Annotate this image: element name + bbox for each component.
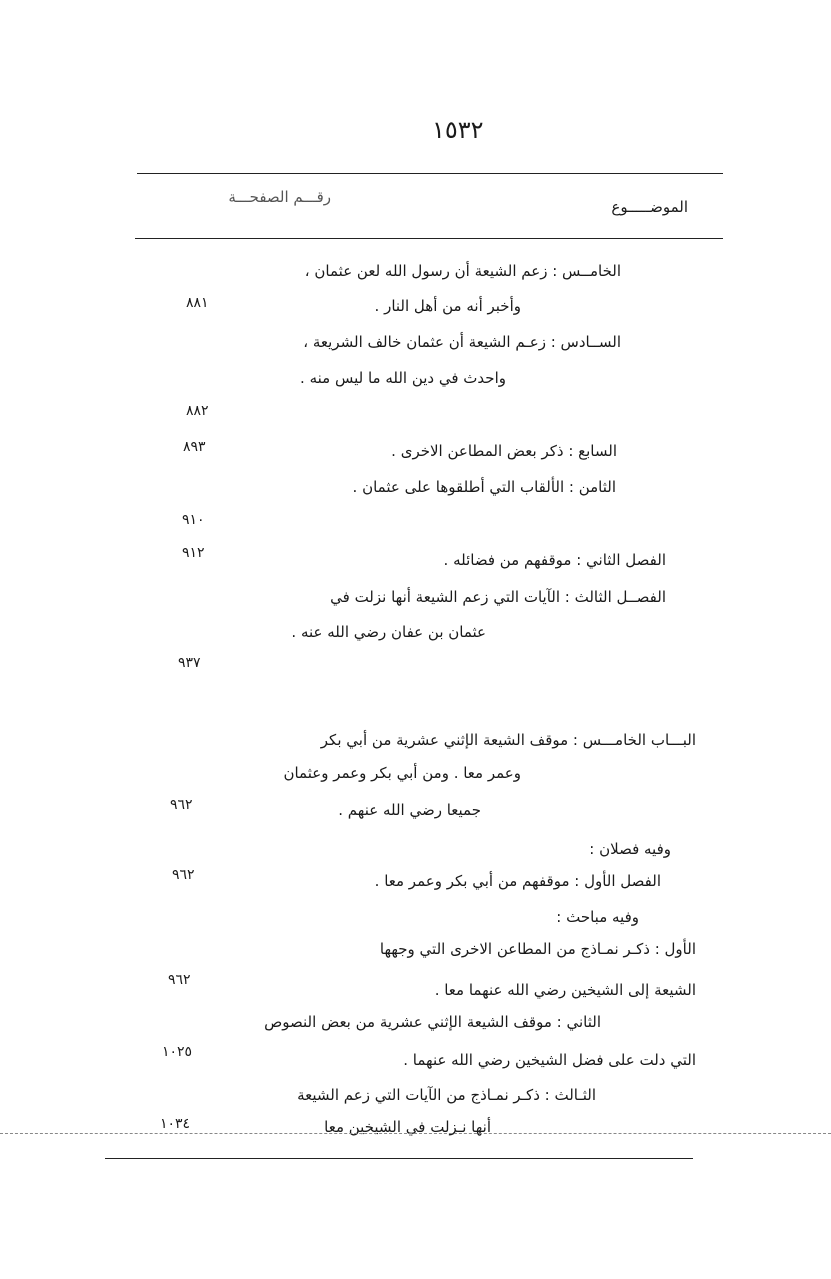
entry-text: الشيعة إلى الشيخين رضي الله عنهما معا . bbox=[434, 981, 696, 999]
entry-text: الأول : ذكـر نمـاذج من المطاعن الاخرى التي وجهها bbox=[379, 940, 696, 958]
entry-text: الثامن : الألقاب التي أطلقوها على عثمان . bbox=[352, 478, 616, 496]
entry-page: ٩٣٧ bbox=[178, 655, 201, 671]
entry-text: واحدث في دين الله ما ليس منه . bbox=[300, 369, 506, 387]
entry-text: وعمر معا . ومن أبي بكر وعمر وعثمان bbox=[283, 764, 521, 782]
header-rule bbox=[135, 238, 723, 239]
bottom-rule bbox=[105, 1158, 693, 1159]
entry-text: الســادس : زعـم الشيعة أن عثمان خالف الشريعة ، bbox=[303, 333, 621, 351]
entry-text: جميعا رضي الله عنهم . bbox=[338, 801, 481, 819]
header-page-label: رقـــم الصفحـــة bbox=[228, 188, 331, 206]
entry-text: الفصل الثاني : موقفهم من فضائله . bbox=[443, 551, 666, 569]
entry-text: وفيه فصلان : bbox=[589, 840, 671, 858]
entry-text: التي دلت على فضل الشيخين رضي الله عنهما . bbox=[403, 1051, 696, 1069]
entry-text: عثمان بن عفان رضي الله عنه . bbox=[291, 623, 486, 641]
entry-page: ٨٨٢ bbox=[186, 403, 209, 419]
entry-text: وفيه مباحث : bbox=[556, 908, 639, 926]
entry-page: ٩٦٢ bbox=[172, 867, 195, 883]
entry-page: ٨٩٣ bbox=[183, 439, 206, 455]
entry-text: الفصــل الثالث : الآيات التي زعم الشيعة أنها نزلت في bbox=[330, 588, 666, 606]
entry-page: ١٠٣٤ bbox=[160, 1116, 191, 1132]
entry-text: الثـالث : ذكـر نمـاذج من الآيات التي زعم الشيعة bbox=[297, 1086, 596, 1104]
entry-page: ٩١٠ bbox=[182, 512, 205, 528]
entry-text: أنها نـزلت في الشيخين معا bbox=[324, 1118, 491, 1136]
entry-text: الفصل الأول : موقفهم من أبي بكر وعمر معا . bbox=[374, 872, 661, 890]
entry-page: ٨٨١ bbox=[186, 295, 209, 311]
entry-page: ٩١٢ bbox=[182, 545, 205, 561]
entry-text: الخامــس : زعم الشيعة أن رسول الله لعن عثمان ، bbox=[304, 262, 621, 280]
header-subject-label: الموضـــــوع bbox=[611, 198, 688, 216]
entry-text: الثاني : موقف الشيعة الإثني عشرية من بعض النصوص bbox=[264, 1013, 601, 1031]
dashed-fold-line bbox=[0, 1133, 831, 1134]
top-rule bbox=[137, 173, 723, 174]
entry-page: ١٠٢٥ bbox=[162, 1044, 193, 1060]
entry-page: ٩٦٢ bbox=[170, 797, 193, 813]
entry-page: ٩٦٢ bbox=[168, 972, 191, 988]
entry-text: وأخبر أنه من أهل النار . bbox=[374, 297, 521, 315]
entry-text: البـــاب الخامـــس : موقف الشيعة الإثني عشرية من أبي بكر bbox=[320, 731, 696, 749]
entry-text: السابع : ذكر بعض المطاعن الاخرى . bbox=[391, 442, 617, 460]
page-number: ١٥٣٢ bbox=[432, 116, 484, 144]
